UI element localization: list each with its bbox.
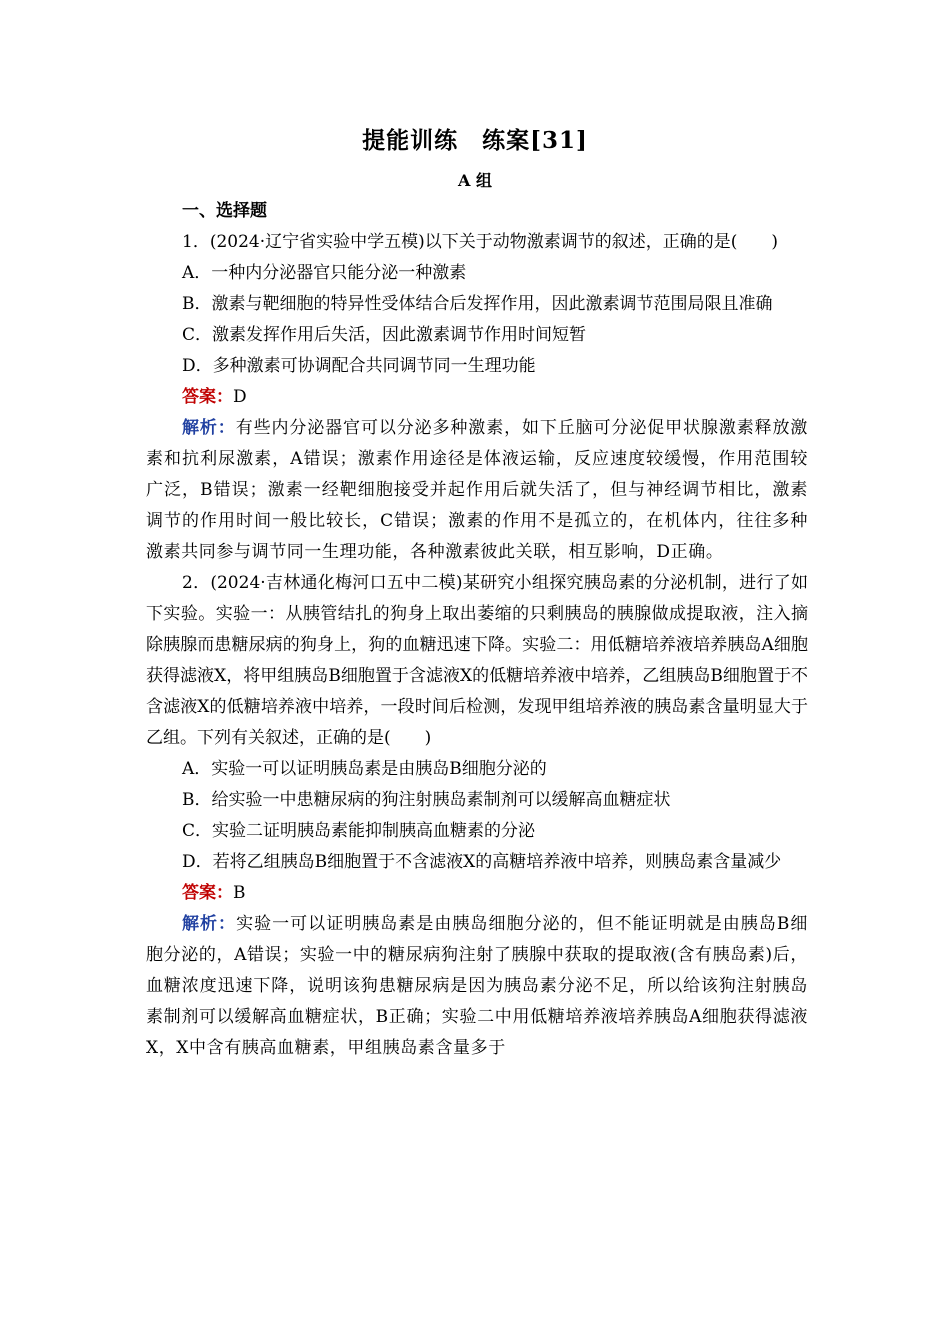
explanation-label: 解析： <box>182 914 237 934</box>
question-2-stem: 2．(2024·吉林通化梅河口五中二模)某研究小组探究胰岛素的分泌机制，进行了如下实验。实验一：从胰管结扎的狗身上取出萎缩的只剩胰岛的胰腺做成提取液，注入摘除胰腺而患糖尿病的狗身上，狗的血糖迅速下降。实验二：用低糖培养液培养胰岛A细胞获得滤液X，将甲组胰岛B细胞置于含滤液X的低糖培养液中培养，乙组胰岛B细胞置于不含滤液X的低糖培养液中培养，一段时间后检测，发现甲组培养液的胰岛素含量明显大于乙组。下列有关叙述，正确的是( ) <box>146 573 808 748</box>
question-1-stem: 1．(2024·辽宁省实验中学五模)以下关于动物激素调节的叙述，正确的是( ) <box>182 232 779 252</box>
question-2-explanation <box>146 909 808 1064</box>
answer-value: B <box>233 883 246 903</box>
question-1-option-b: B．激素与靶细胞的特异性受体结合后发挥作用，因此激素调节范围局限且准确 <box>182 294 773 314</box>
question-1-answer <box>146 382 808 413</box>
page-title: 提能训练 练案[31] <box>362 127 588 154</box>
question-1-explanation <box>146 413 808 568</box>
question-2-option-a: A．实验一可以证明胰岛素是由胰岛B细胞分泌的 <box>182 759 547 779</box>
explanation-text: 实验一可以证明胰岛素是由胰岛细胞分泌的，但不能证明就是由胰岛B细胞分泌的，A错误；实验一中的糖尿病狗注射了胰腺中获取的提取液(含有胰岛素)后，血糖浓度迅速下降，说明该狗患糖尿病是因为胰岛素分泌不足，所以给该狗注射胰岛素制剂可以缓解高血糖症状，B正确；实验二中用低糖培养液培养胰岛A细胞获得滤液X，X中含有胰高血糖素，甲组胰岛素含量多于 <box>146 914 808 1058</box>
question-2-option-d: D．若将乙组胰岛B细胞置于不含滤液X的高糖培养液中培养，则胰岛素含量减少 <box>182 852 782 872</box>
explanation-label: 解析： <box>182 418 236 438</box>
question-1-option-d: D．多种激素可协调配合共同调节同一生理功能 <box>182 356 536 376</box>
question-2-option-b: B．给实验一中患糖尿病的狗注射胰岛素制剂可以缓解高血糖症状 <box>182 790 671 810</box>
question-2-answer <box>146 878 808 909</box>
question-1-option-c: C．激素发挥作用后失活，因此激素调节作用时间短暂 <box>182 325 587 345</box>
question-2-option-c: C．实验二证明胰岛素能抑制胰高血糖素的分泌 <box>182 821 536 841</box>
answer-value: D <box>233 387 247 407</box>
explanation-text: 有些内分泌器官可以分泌多种激素，如下丘脑可分泌促甲状腺激素释放激素和抗利尿激素，A错误；激素作用途径是体液运输，反应速度较缓慢，作用范围较广泛，B错误；激素一经靶细胞接受并起作用后就失活了，但与神经调节相比，激素调节的作用时间一般比较长，C错误；激素的作用不是孤立的，在机体内，往往多种激素共同参与调节同一生理功能，各种激素彼此关联，相互影响，D正确。 <box>146 418 808 562</box>
answer-label: 答案： <box>182 883 233 903</box>
document-body <box>146 196 808 1064</box>
question-1-option-a: A．一种内分泌器官只能分泌一种激素 <box>182 263 467 283</box>
section-heading: 一、选择题 <box>182 201 267 221</box>
group-label: A 组 <box>458 171 492 190</box>
answer-label: 答案： <box>182 387 233 407</box>
